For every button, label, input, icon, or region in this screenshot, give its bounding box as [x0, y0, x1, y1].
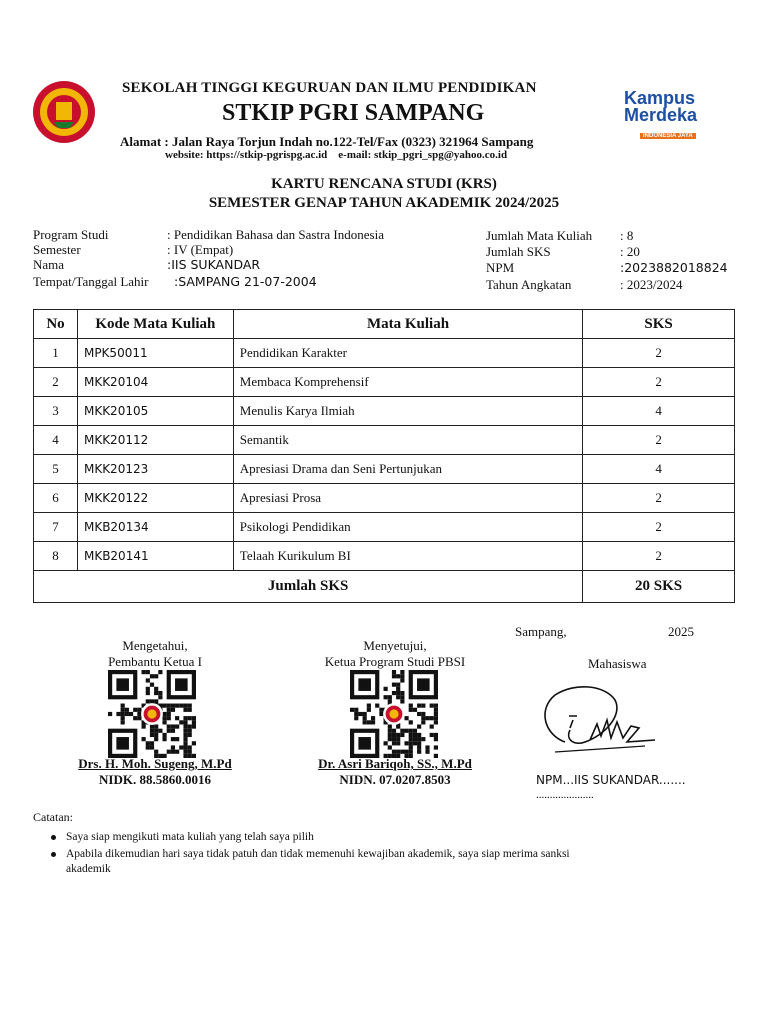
- info-row: Semester : IV (Empat): [33, 242, 234, 257]
- sign-year: 2025: [668, 624, 694, 639]
- cell-mata-kuliah: Membaca Komprehensif: [233, 368, 582, 397]
- table-body: [34, 339, 735, 571]
- signer-middle-id: NIDN. 07.0207.8503: [339, 772, 451, 787]
- table-row: [34, 397, 735, 426]
- cell-kode: MKK20104: [77, 368, 233, 397]
- kampus-merdeka-logo: [624, 90, 724, 140]
- qr-code-left: [108, 670, 196, 758]
- cell-no: 5: [34, 455, 78, 484]
- cell-kode: MKK20123: [77, 455, 233, 484]
- cell-sks: 4: [583, 397, 735, 426]
- kampus-text: Kampus: [624, 88, 696, 108]
- cell-sks: 2: [583, 513, 735, 542]
- cell-no: 1: [34, 339, 78, 368]
- cell-mata-kuliah: Menulis Karya Ilmiah: [233, 397, 582, 426]
- cell-kode: MKK20112: [77, 426, 233, 455]
- cell-sks: 2: [583, 368, 735, 397]
- note-item: Apabila dikemudian hari saya tidak patuh dan tidak memenuhi kewajiban akademik, saya siap merima sanksi: [51, 848, 733, 860]
- note-item: Saya siap mengikuti mata kuliah yang telah saya pilih: [51, 831, 733, 843]
- signer-middle-name: Dr. Asri Bariqoh, SS., M.Pd: [318, 756, 472, 771]
- merdeka-text: Merdeka: [624, 105, 698, 125]
- student-label: Mahasiswa: [588, 656, 647, 671]
- cell-mata-kuliah: Psikologi Pendidikan: [233, 513, 582, 542]
- website-text: website: https://stkip-pgrispg.ac.id: [165, 149, 328, 161]
- institution-line: SEKOLAH TINGGI KEGURUAN DAN ILMU PENDIDIKAN: [122, 80, 537, 96]
- info-row: NPM :2023882018824: [486, 260, 728, 275]
- bullet-icon: [51, 835, 56, 840]
- table-row: [34, 542, 735, 571]
- bullet-icon: [51, 852, 56, 857]
- table-row: [34, 339, 735, 368]
- signer-middle: [285, 756, 505, 788]
- document-title: KARTU RENCANA STUDI (KRS): [271, 176, 497, 192]
- table-header-row: [34, 310, 735, 339]
- student-dots-line: .....................: [536, 789, 594, 801]
- cell-sks: 2: [583, 484, 735, 513]
- table-row: [34, 426, 735, 455]
- info-row: Tempat/Tanggal Lahir :SAMPANG 21-07-2004: [33, 274, 317, 289]
- note-item-continuation: akademik: [66, 863, 111, 875]
- student-npm-line: NPM...IIS SUKANDAR.......: [536, 773, 686, 787]
- cell-no: 4: [34, 426, 78, 455]
- stkip-logo: [32, 80, 96, 144]
- qr-code-middle: [350, 670, 438, 758]
- signature-left: Mengetahui, Pembantu Ketua I: [108, 638, 202, 669]
- header-mata-kuliah: Mata Kuliah: [233, 310, 582, 339]
- cell-mata-kuliah: Pendidikan Karakter: [233, 339, 582, 368]
- signature-middle: Menyetujui, Ketua Program Studi PBSI: [324, 638, 466, 669]
- header-no: No: [34, 310, 78, 339]
- total-row: [34, 571, 735, 603]
- cell-no: 7: [34, 513, 78, 542]
- cell-no: 2: [34, 368, 78, 397]
- cell-sks: 2: [583, 426, 735, 455]
- info-left: [33, 227, 384, 291]
- header-sks: SKS: [583, 310, 735, 339]
- info-right: [486, 228, 728, 293]
- cell-kode: MPK50011: [77, 339, 233, 368]
- email-text: e-mail: stkip_pgri_spg@yahoo.co.id: [338, 149, 508, 161]
- cell-mata-kuliah: Telaah Kurikulum BI: [233, 542, 582, 571]
- total-label: Jumlah SKS: [34, 571, 583, 603]
- document-subtitle: SEMESTER GENAP TAHUN AKADEMIK 2024/2025: [208, 195, 560, 211]
- krs-table: [33, 309, 735, 603]
- table-row: [34, 455, 735, 484]
- cell-sks: 4: [583, 455, 735, 484]
- info-row: Jumlah SKS : 20: [486, 244, 640, 259]
- institution-name: STKIP PGRI SAMPANG: [222, 100, 485, 126]
- cell-kode: MKK20122: [77, 484, 233, 513]
- info-row: Nama :IIS SUKANDAR: [33, 257, 261, 272]
- cell-mata-kuliah: Apresiasi Prosa: [233, 484, 582, 513]
- info-row: Tahun Angkatan : 2023/2024: [486, 277, 683, 292]
- info-row: Program Studi : Pendidikan Bahasa dan Sastra Indonesia: [33, 227, 384, 242]
- cell-sks: 2: [583, 339, 735, 368]
- cell-mata-kuliah: Apresiasi Drama dan Seni Pertunjukan: [233, 455, 582, 484]
- total-value: 20 SKS: [583, 571, 735, 603]
- sign-place: Sampang,: [515, 624, 567, 639]
- table-row: [34, 513, 735, 542]
- cell-kode: MKB20134: [77, 513, 233, 542]
- cell-kode: MKK20105: [77, 397, 233, 426]
- signer-left-id: NIDK. 88.5860.0016: [99, 772, 211, 787]
- notes-section: [33, 810, 733, 875]
- table-row: [34, 484, 735, 513]
- header-kode: Kode Mata Kuliah: [77, 310, 233, 339]
- cell-no: 3: [34, 397, 78, 426]
- signer-left-name: Drs. H. Moh. Sugeng, M.Pd: [78, 756, 232, 771]
- cell-no: 6: [34, 484, 78, 513]
- institution-contact: [165, 149, 507, 161]
- cell-sks: 2: [583, 542, 735, 571]
- cell-mata-kuliah: Semantik: [233, 426, 582, 455]
- table-row: [34, 368, 735, 397]
- cell-no: 8: [34, 542, 78, 571]
- cell-kode: MKB20141: [77, 542, 233, 571]
- indonesia-jaya-tag: INDONESIA JAYA: [640, 133, 696, 139]
- notes-title: Catatan:: [33, 810, 73, 824]
- student-signature: [535, 680, 675, 760]
- signer-left: [45, 756, 265, 788]
- info-row: Jumlah Mata Kuliah : 8: [486, 228, 634, 243]
- institution-address: Alamat : Jalan Raya Torjun Indah no.122-Tel/Fax (0323) 321964 Sampang: [120, 134, 534, 149]
